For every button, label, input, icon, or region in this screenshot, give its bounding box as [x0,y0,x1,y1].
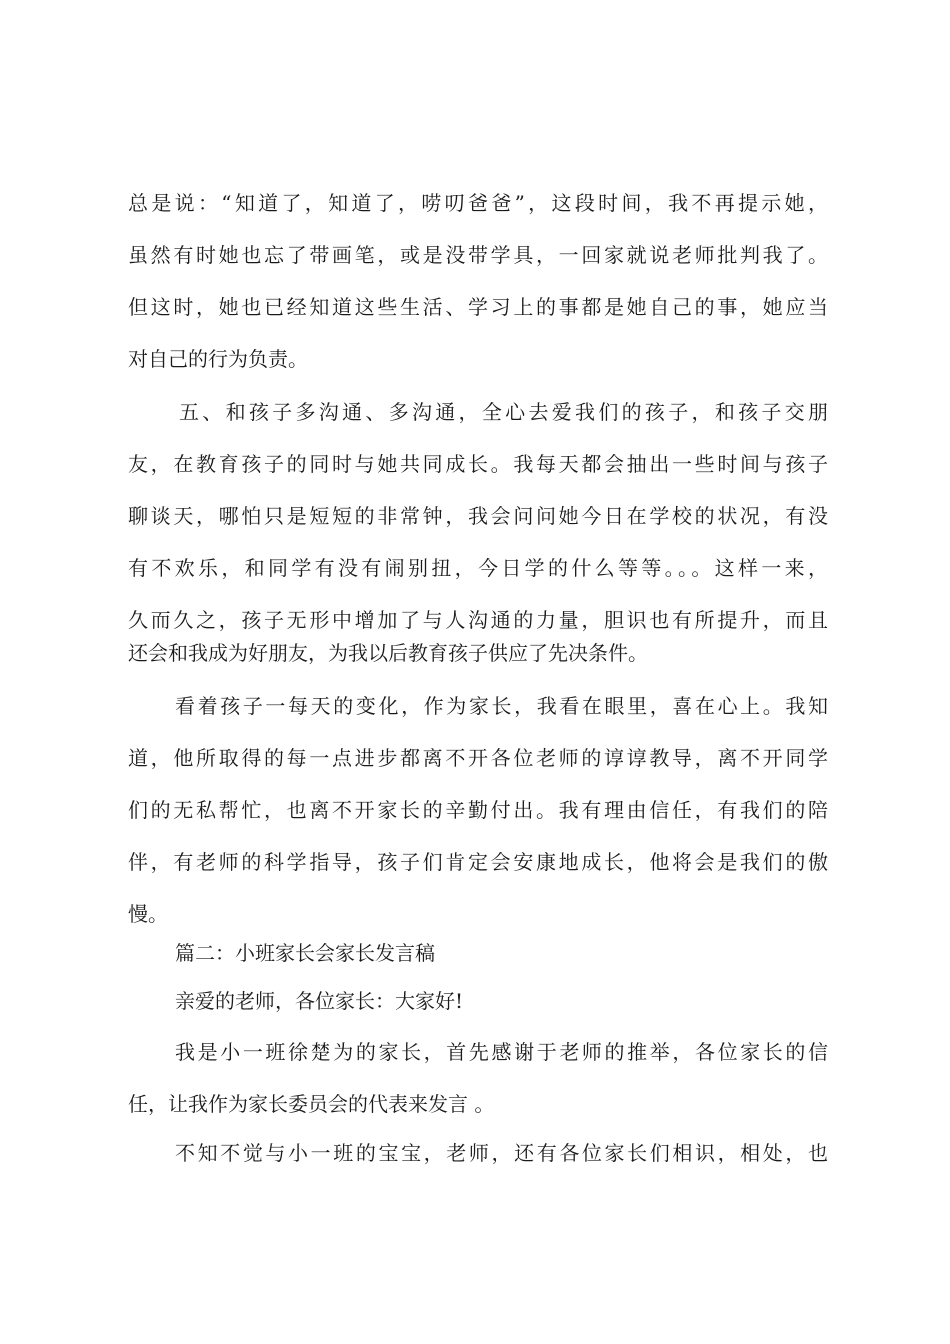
text-line: 我是小一班徐楚为的家长，首先感谢于老师的推举，各位家长的信 [175,1040,828,1064]
text-line: 总是说：“知道了，知道了，唠叨爸爸”，这段时间，我不再提示她， [128,191,828,215]
text-line: 聊谈天，哪怕只是短短的非常钟，我会问问她今日在学校的状况，有没 [128,504,828,528]
text-line: 但这时，她也已经知道这些生活、学习上的事都是她自己的事，她应当 [128,295,828,319]
greeting-line: 亲爱的老师，各位家长：大家好! [175,989,464,1013]
text-line: 看着孩子一每天的变化，作为家长，我看在眼里，喜在心上。我知 [175,694,828,718]
text-line: 有不欢乐，和同学有没有闹别扭，今日学的什么等等。。。这样一来， [128,556,828,580]
text-line: 们的无私帮忙，也离不开家长的辛勤付出。我有理由信任，有我们的陪 [128,798,828,822]
text-line: 还会和我成为好朋友，为我以后教育孩子供应了先决条件。 [128,641,648,665]
text-line: 对自己的行为负责。 [128,347,308,371]
text-line: 慢。 [128,902,168,926]
section-heading: 篇二：小班家长会家长发言稿 [175,941,435,965]
text-line: 任，让我作为家长委员会的代表来发言 。 [128,1092,495,1116]
text-line: 不知不觉与小一班的宝宝，老师，还有各位家长们相识，相处，也 [175,1141,828,1165]
text-line: 伴，有老师的科学指导，孩子们肯定会安康地成长，他将会是我们的傲 [128,850,828,874]
text-line: 友，在教育孩子的同时与她共同成长。我每天都会抽出一些时间与孩子 [128,452,828,476]
text-line: 久而久之，孩子无形中增加了与人沟通的力量，胆识也有所提升，而且 [128,608,828,632]
text-line: 五、和孩子多沟通、多沟通，全心去爱我们的孩子，和孩子交朋 [179,400,828,424]
text-line: 虽然有时她也忘了带画笔，或是没带学具，一回家就说老师批判我了。 [128,243,828,267]
text-line: 道，他所取得的每一点进步都离不开各位老师的谆谆教导，离不开同学 [128,746,828,770]
